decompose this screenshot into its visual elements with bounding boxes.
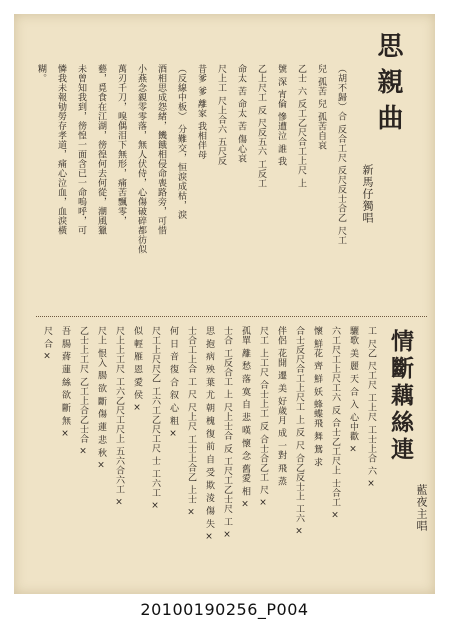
lyric-column: 兒 孤苦 兒 孤苦自哀 <box>316 64 326 151</box>
lyric-column: 尺上 恨入 腸 欲 斷 傷 蓮 悲 秋 × <box>96 326 106 472</box>
lyric-column: 合士反尺合工上尺工 上 反 尺 合乙反士上 工六 × <box>294 326 304 538</box>
lyric-column: 乙士上工尺 乙工上合乙士合 × <box>78 326 88 458</box>
lyric-column: 憐我未報劬勞存孝道，痛心泣血，血淚橫 <box>56 64 66 235</box>
lyric-column: 小燕念親零零落，無人伏侍，心傷破碎都彷似 <box>136 64 146 254</box>
lyric-column: 尺 合 × <box>42 326 52 363</box>
lyric-column: 號 深 宵倫 慘遭泣 誰 我 <box>276 64 286 167</box>
lyric-column: （胡不歸）合 反合工尺 反尺反士合乙 尺工 <box>336 64 346 246</box>
lyric-column: 未曾知我到，徬惶一面含已一命嗚呼，可 <box>76 64 86 235</box>
lyric-column: 乙上尺工 反 尺反五六 工反工 <box>256 64 266 189</box>
lyric-column: 懷 鮮花 齊 鮮 妖 蜂蝶飛 舞 鴛 求 <box>312 326 322 467</box>
lyric-column: 昔爹 爹 離家 我相伴母 <box>196 64 206 160</box>
lyric-column: 乙士 六 反工乙尺合工上尺 上 <box>296 64 306 189</box>
lyric-column: 命太 苦 命太 苦 傷心哀 <box>236 64 246 163</box>
lyric-column: 孤單 離 愁 落 寞 自 悲 嘆 懷 念 舊愛 相 × <box>240 326 250 510</box>
lyric-column: 六工尺工上尺工六 反 合士乙工尺上 士合工 × <box>330 326 340 521</box>
section-divider <box>36 316 427 317</box>
document-sheet <box>14 14 435 594</box>
lyric-column: 吾 腸 蔣 蓮 絲 欲 斷 無 × <box>60 326 70 440</box>
lyric-column: 糊。 <box>36 64 46 83</box>
lyric-column: 藝，覓食在江湖，徬徨何去何從，潮風獵 <box>96 64 106 235</box>
lyric-column: 尺工上尺尺乙 工六工乙尺工尺 士 工六工 × <box>150 326 160 512</box>
lyric-column: 似 輕 雁 恩 愛 侯 × <box>132 326 142 414</box>
bottom-song-title: 情斷藕絲連 <box>387 329 414 464</box>
lyric-column: 尺工 上工尺 合士上工 反 合士合乙工 尺 × <box>258 326 268 509</box>
lyric-column: （反線中板） 分難交，恒淚成枯，淚 <box>176 64 186 220</box>
lyric-column: 酒相思成怨緒，饑餓相侵命喪路旁，可惜 <box>156 64 166 235</box>
lyric-column: 何 日 音 復 合 叙 心 粗 × <box>168 326 178 440</box>
top-song-title: 思親曲 <box>373 32 403 140</box>
image-caption: 20100190256_P004 <box>140 600 309 619</box>
bottom-song-author: 藍夜主唱 <box>415 484 428 532</box>
lyric-column: 思 抱 病 殃 葉 尤 朝 槐 復 前 自 受 欺 淩 傷 失 × <box>204 326 214 543</box>
lyric-column: 驪歌 美 麗 天 合 入 心中歡 × <box>348 326 358 456</box>
lyric-column: 士合 工反合工 上 尺上士合 反 工尺工乙士尺 工 × <box>222 326 232 541</box>
lyric-column: 工 尺乙 尺工尺 工上尺 工士上合 六 × <box>366 326 376 490</box>
lyric-column: 尺上工 尺上合六 五尺反 <box>216 64 226 166</box>
lyric-column: 萬刃千刀，嗅偶泪下無形，痛苦飄零， <box>116 64 126 226</box>
top-song-author: 新馬仔獨唱 <box>361 164 374 224</box>
lyric-column: 士合工上合 工 尺 尺上尺 工士上合乙 上士 × <box>186 326 196 519</box>
lyric-column: 尺上上工尺 工六乙尺工尺上 五六合六工 × <box>114 326 124 509</box>
lyric-column: 伴侶 花開 遷 美 好歲月 成 一對 飛 蒸 <box>276 326 286 486</box>
